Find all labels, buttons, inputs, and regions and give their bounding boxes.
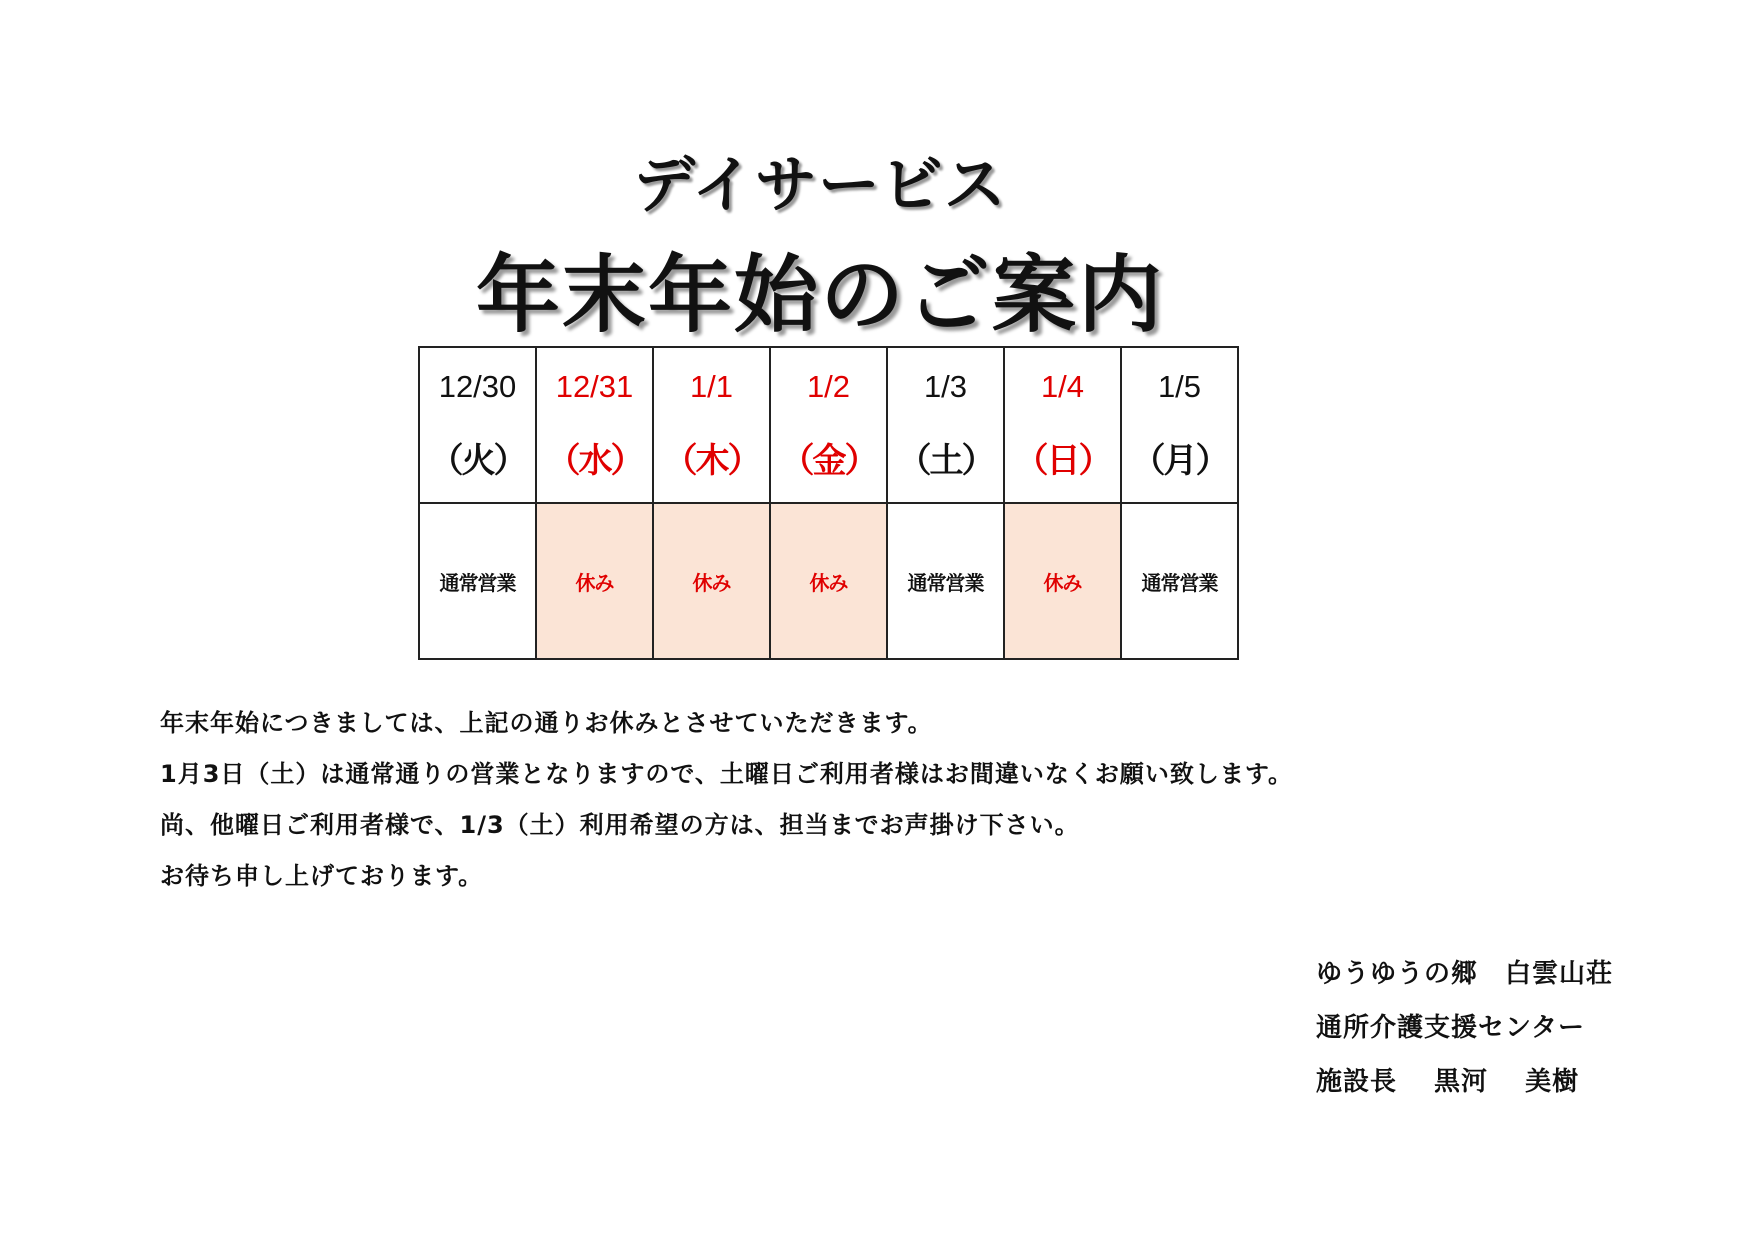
weekday-label: （木） <box>663 440 760 481</box>
status-label: 休み <box>575 570 614 595</box>
notice-line: 1月3日（土）は通常通りの営業となりますので、土曜日ご利用者様はお間違いなくお願い致します。 <box>160 760 1293 788</box>
status-label: 通常営業 <box>439 570 516 595</box>
date-cell <box>653 347 770 503</box>
date-cell <box>536 347 653 503</box>
weekday-label: （水） <box>546 440 643 481</box>
subtitle: デイサービス <box>633 148 1007 221</box>
weekday-label: （月） <box>1131 440 1228 481</box>
status-row <box>419 503 1238 659</box>
date-label: 1/5 <box>1157 368 1202 404</box>
notice-line: 年末年始につきましては、上記の通りお休みとさせていただきます。 <box>160 709 933 737</box>
status-cell <box>887 503 1004 659</box>
date-label: 1/4 <box>1040 368 1085 404</box>
weekday-label: （土） <box>897 440 994 481</box>
date-cell <box>887 347 1004 503</box>
status-cell <box>419 503 536 659</box>
date-label: 1/1 <box>689 368 734 404</box>
schedule-table <box>418 346 1239 660</box>
date-cell <box>1121 347 1238 503</box>
notice-line: 尚、他曜日ご利用者様で、1/3（土）利用希望の方は、担当までお声掛け下さい。 <box>160 811 1080 839</box>
status-cell <box>1121 503 1238 659</box>
signature-block <box>1316 947 1613 1109</box>
date-cell <box>1004 347 1121 503</box>
date-cell <box>770 347 887 503</box>
weekday-label: （日） <box>1014 440 1111 481</box>
date-label: 12/31 <box>555 368 634 404</box>
status-label: 休み <box>809 570 848 595</box>
page-title: 年末年始のご案内 <box>475 246 1164 344</box>
date-cell <box>419 347 536 503</box>
date-row <box>419 347 1238 503</box>
organization-name: ゆうゆうの郷 白雲山荘 <box>1316 959 1614 989</box>
status-cell-closed <box>536 503 653 659</box>
date-label: 1/2 <box>806 368 851 404</box>
notice-text <box>160 698 1293 902</box>
weekday-label: （火） <box>429 440 526 481</box>
status-cell-closed <box>1004 503 1121 659</box>
department-name: 通所介護支援センター <box>1316 1013 1585 1043</box>
date-label: 1/3 <box>923 368 968 404</box>
status-label: 通常営業 <box>907 570 984 595</box>
status-cell-closed <box>653 503 770 659</box>
date-label: 12/30 <box>438 368 517 404</box>
status-label: 通常営業 <box>1141 570 1218 595</box>
director-name: 施設長 黒河 美樹 <box>1316 1067 1580 1097</box>
weekday-label: （金） <box>780 440 877 481</box>
status-label: 休み <box>1043 570 1082 595</box>
status-cell-closed <box>770 503 887 659</box>
notice-line: お待ち申し上げております。 <box>160 862 484 890</box>
status-label: 休み <box>692 570 731 595</box>
